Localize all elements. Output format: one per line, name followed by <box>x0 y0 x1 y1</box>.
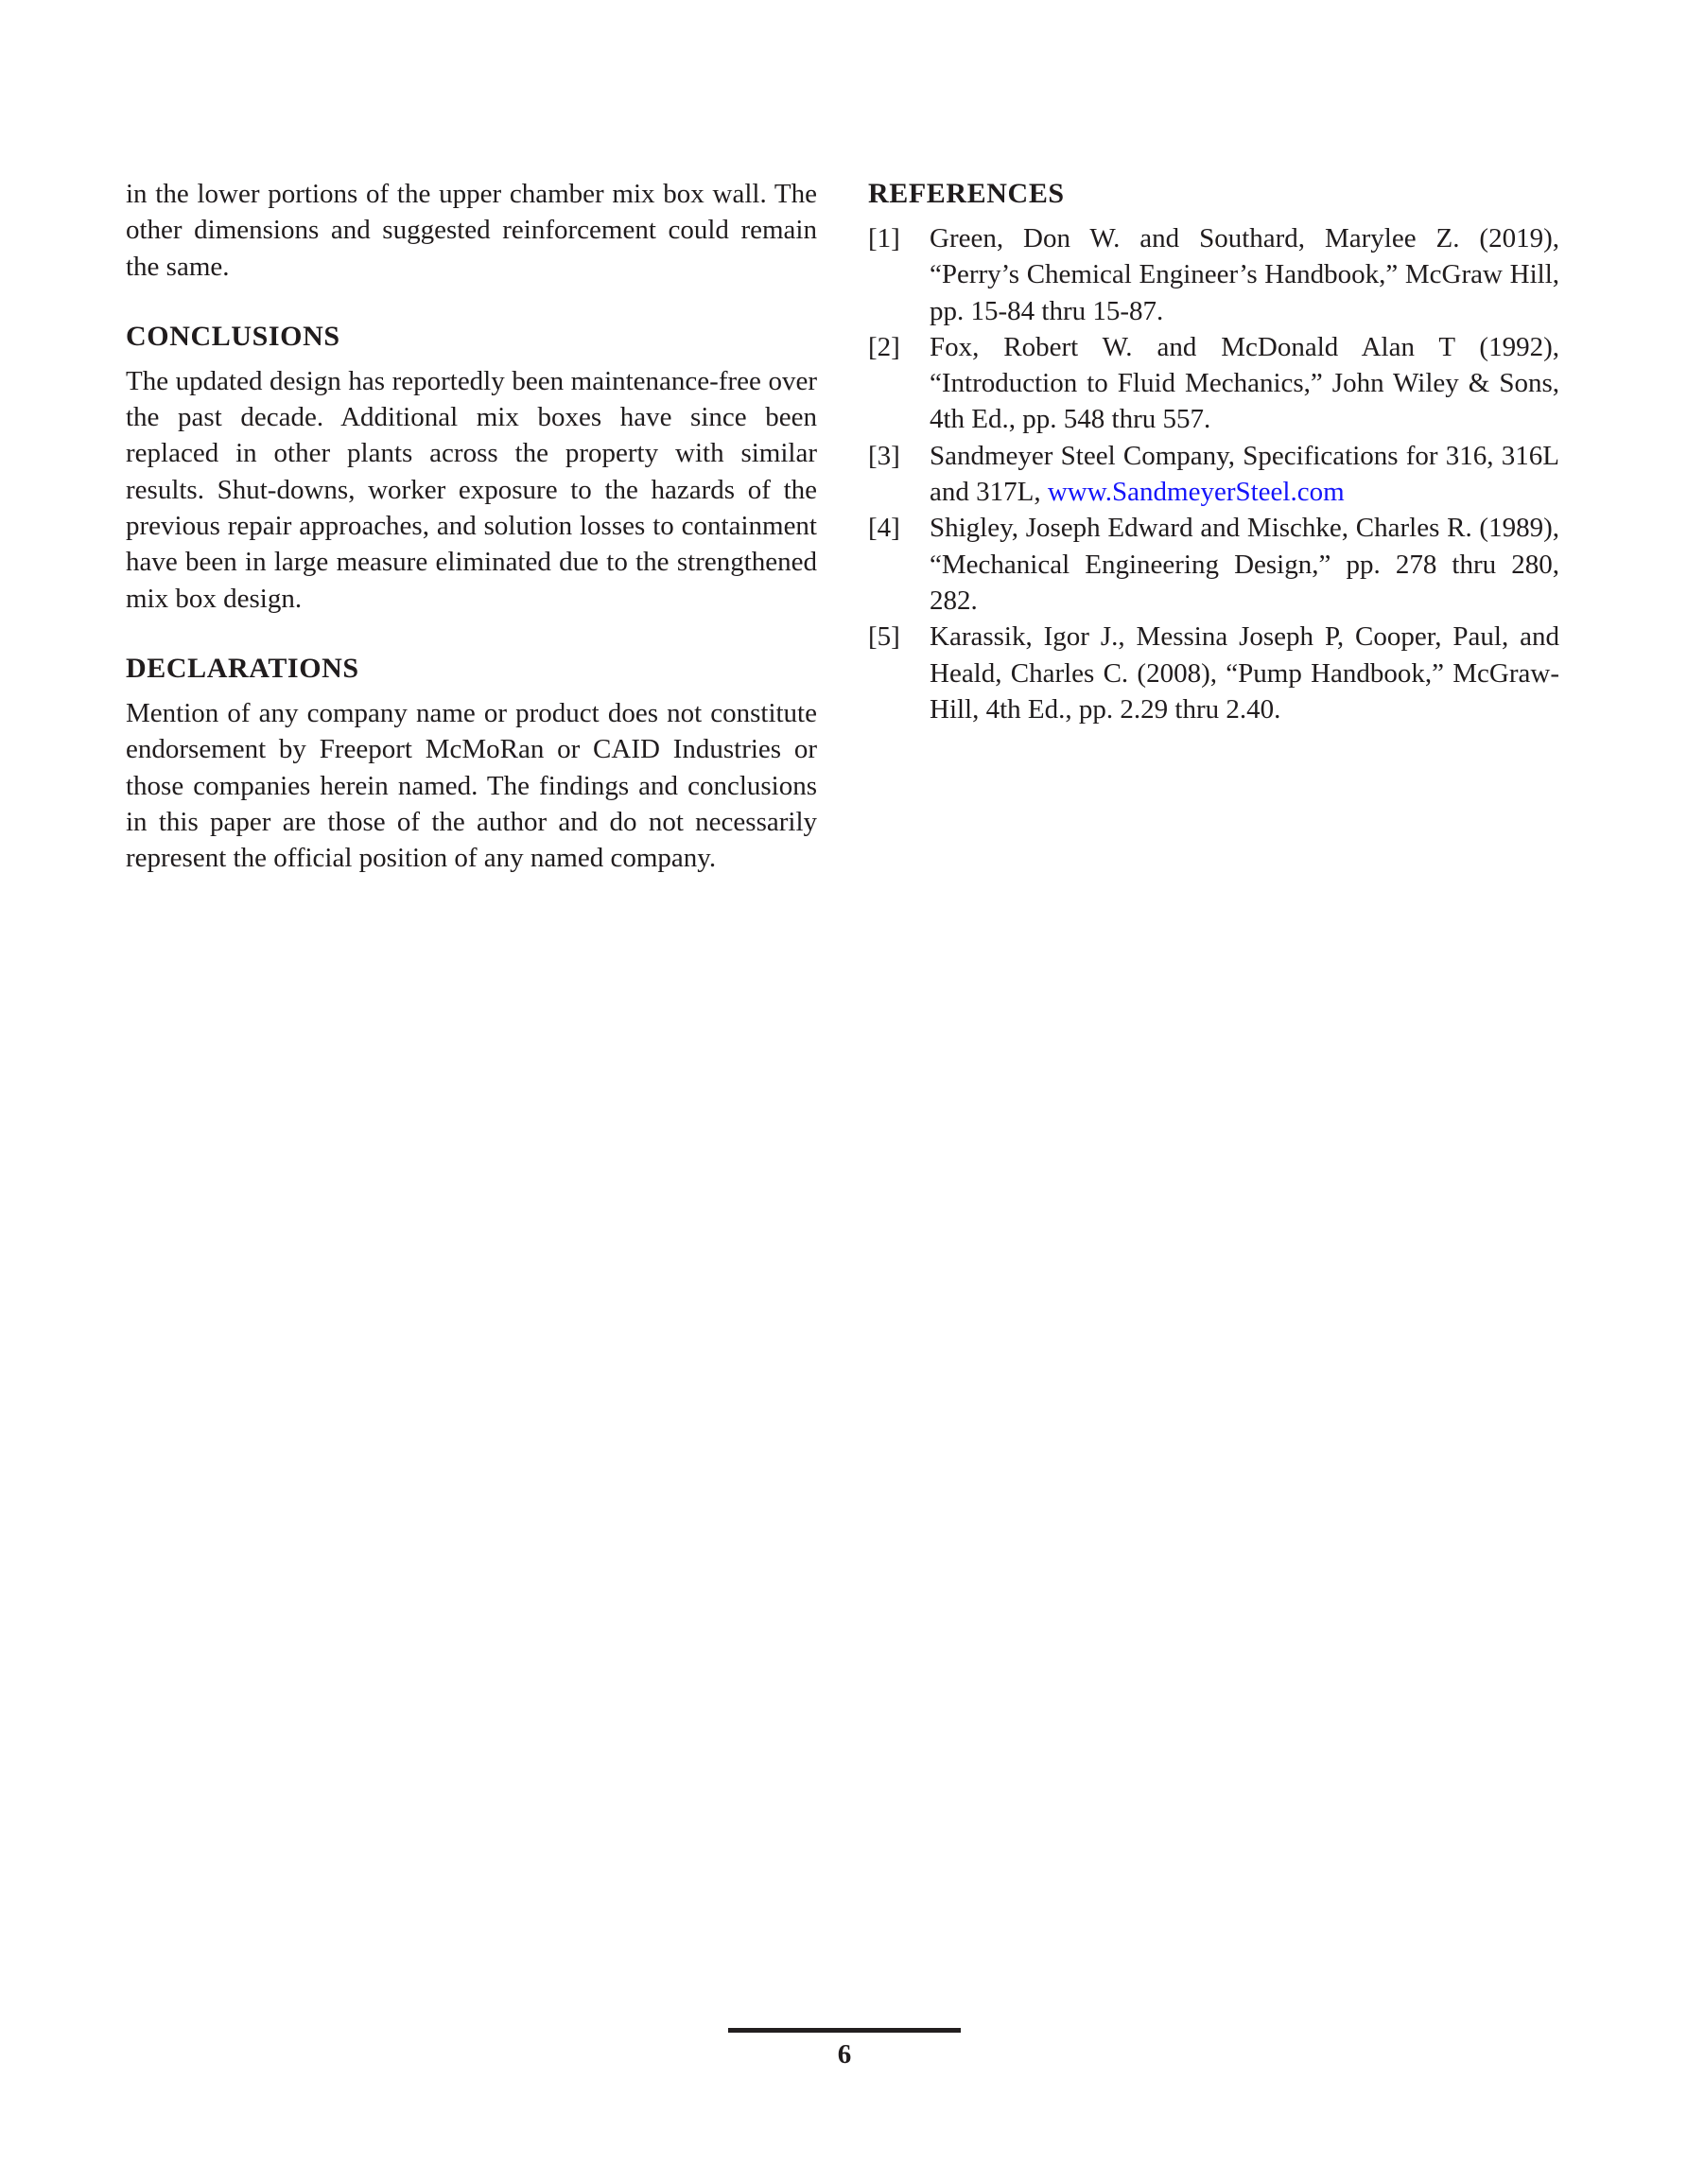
reference-number: [3] <box>868 440 900 471</box>
right-column <box>868 176 1559 727</box>
intro-paragraph: in the lower portions of the upper chamber mix box wall. The other dimensions and suggested reinforcement could remain the same. <box>126 179 817 282</box>
declarations-paragraph: Mention of any company name or product does not constitute endorsement by Freeport McMoRan or CAID Industries or those companies herein named. The findings and conclusions in this paper are those of the author and do not necessarily represent the official position of any named company. <box>126 697 817 874</box>
conclusions-paragraph: The updated design has reportedly been maintenance-free over the past decade. Additional mix boxes have since been replaced in other plants across the property with similar results. Shut-downs, worker exposure to the hazards of the previous repair approaches, and solution losses to containment have been in large measure eliminated due to the strengthened mix box design. <box>126 365 817 614</box>
conclusions-heading: CONCLUSIONS <box>126 320 340 352</box>
reference-number: [2] <box>868 331 900 362</box>
footer-rule <box>728 2028 961 2033</box>
left-column <box>126 176 817 876</box>
declarations-heading: DECLARATIONS <box>126 652 359 684</box>
reference-item-1 <box>868 220 1559 329</box>
reference-item-2 <box>868 329 1559 438</box>
sandmeyer-steel-link[interactable]: www.SandmeyerSteel.com <box>1047 477 1345 508</box>
reference-text: Fox, Robert W. and McDonald Alan T (1992), “Introduction to Fluid Mechanics,” John Wiley & Sons, 4th Ed., pp. 548 thru 557. <box>930 331 1559 435</box>
reference-text: Karassik, Igor J., Messina Joseph P, Cooper, Paul, and Heald, Charles C. (2008), “Pump Handbook,” McGraw-Hill, 4th Ed., pp. 2.29 thru 2.40. <box>930 621 1559 725</box>
reference-number: [4] <box>868 513 900 544</box>
references-heading: REFERENCES <box>868 178 1065 209</box>
reference-text: Sandmeyer Steel Company, Specifications for 316, 316L and 317L, <box>930 440 1559 508</box>
page-number: 6 <box>837 2039 852 2070</box>
reference-number: [5] <box>868 621 900 653</box>
reference-item-5 <box>868 619 1559 727</box>
reference-text: Green, Don W. and Southard, Marylee Z. (2019), “Perry’s Chemical Engineer’s Handbook,” McGraw Hill, pp. 15-84 thru 15-87. <box>930 223 1559 326</box>
reference-number: [1] <box>868 223 900 253</box>
references-list <box>868 220 1559 727</box>
reference-text: Shigley, Joseph Edward and Mischke, Charles R. (1989), “Mechanical Engineering Design,” pp. 278 thru 280, 282. <box>930 513 1559 616</box>
reference-item-4 <box>868 510 1559 619</box>
reference-item-3 <box>868 438 1559 511</box>
